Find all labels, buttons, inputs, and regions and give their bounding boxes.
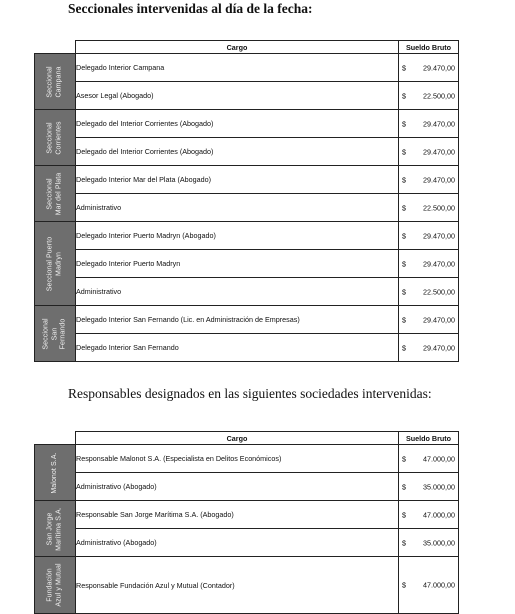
group-label-fundacion: Fundación Azul y Mutual — [35, 557, 76, 614]
cargo-cell: Delegado Interior San Fernando — [76, 334, 399, 362]
column-header-cargo: Cargo — [76, 41, 399, 54]
table-corner — [35, 432, 76, 445]
sueldo-cell: $ 29.470,00 — [399, 334, 459, 362]
sueldo-cell: $ 47.000,00 — [399, 445, 459, 473]
column-header-sueldo: Sueldo Bruto — [399, 432, 459, 445]
table-corner — [35, 41, 76, 54]
cargo-cell: Administrativo (Abogado) — [76, 529, 399, 557]
group-label-campana: Seccional Campana — [35, 54, 76, 110]
sueldo-cell: $ 29.470,00 — [399, 138, 459, 166]
sueldo-cell: $ 47.000,00 — [399, 557, 459, 614]
cargo-cell: Responsable San Jorge Marítima S.A. (Abogado) — [76, 501, 399, 529]
sueldo-cell: $ 29.470,00 — [399, 54, 459, 82]
cargo-cell: Delegado Interior Puerto Madryn (Abogado) — [76, 222, 399, 250]
sueldo-cell: $ 29.470,00 — [399, 166, 459, 194]
group-label-puerto-madryn: Seccional Puerto Madryn — [35, 222, 76, 306]
cargo-cell: Responsable Fundación Azul y Mutual (Contador) — [76, 557, 399, 614]
column-header-sueldo: Sueldo Bruto — [399, 41, 459, 54]
sueldo-cell: $ 29.470,00 — [399, 306, 459, 334]
cargo-cell: Delegado del Interior Corrientes (Abogado) — [76, 110, 399, 138]
cargo-cell: Administrativo — [76, 194, 399, 222]
cargo-cell: Administrativo — [76, 278, 399, 306]
sueldo-cell: $ 22.500,00 — [399, 194, 459, 222]
cargo-cell: Delegado Interior Campana — [76, 54, 399, 82]
sueldo-cell: $ 29.470,00 — [399, 110, 459, 138]
group-label-malonot: Malonot S.A. — [35, 445, 76, 501]
heading-responsables: Responsables designados en las siguientes sociedades intervenidas: — [68, 386, 432, 401]
cargo-cell: Asesor Legal (Abogado) — [76, 82, 399, 110]
cargo-cell: Delegado Interior Puerto Madryn — [76, 250, 399, 278]
cargo-cell: Responsable Malonot S.A. (Especialista en Delitos Económicos) — [76, 445, 399, 473]
sueldo-cell: $ 29.470,00 — [399, 222, 459, 250]
sueldo-cell: $ 35.000,00 — [399, 473, 459, 501]
seccionales-table — [34, 40, 459, 362]
group-label-san-jorge: San Jorge Marítima S.A. — [35, 501, 76, 557]
heading-seccionales: Seccionales intervenidas al día de la fecha: — [68, 1, 313, 16]
sueldo-cell: $ 29.470,00 — [399, 250, 459, 278]
sueldo-cell: $ 47.000,00 — [399, 501, 459, 529]
sueldo-cell: $ 22.500,00 — [399, 278, 459, 306]
cargo-cell: Administrativo (Abogado) — [76, 473, 399, 501]
cargo-cell: Delegado del Interior Corrientes (Abogado) — [76, 138, 399, 166]
cargo-cell: Delegado Interior Mar del Plata (Abogado) — [76, 166, 399, 194]
cargo-cell: Delegado Interior San Fernando (Lic. en Administración de Empresas) — [76, 306, 399, 334]
group-label-corrientes: Seccional Corrientes — [35, 110, 76, 166]
sueldo-cell: $ 22.500,00 — [399, 82, 459, 110]
sueldo-cell: $ 35.000,00 — [399, 529, 459, 557]
group-label-san-fernando: Seccional San Fernando — [35, 306, 76, 362]
group-label-mar-del-plata: Seccional Mar del Plata — [35, 166, 76, 222]
responsables-table — [34, 431, 459, 614]
column-header-cargo: Cargo — [76, 432, 399, 445]
